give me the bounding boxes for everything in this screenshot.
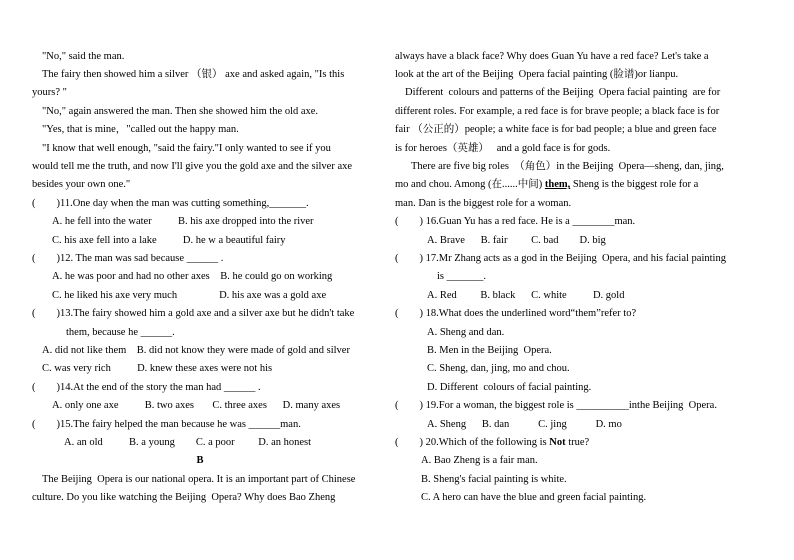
text-line-content: B <box>196 455 204 466</box>
text-line <box>427 381 591 394</box>
text-line-content: A. only one axe B. two axes C. three axes D. many axes <box>52 400 341 411</box>
text-line-content: would tell me the truth, and now I'll give you the gold axe and the silver axe <box>32 161 353 172</box>
text-line <box>395 436 589 449</box>
text-line-content: man. Dan is the biggest role for a woman. <box>395 198 572 209</box>
text-line-tail: true? <box>565 437 590 448</box>
text-line-content: "Yes, that is mine，"called out the happy man. <box>42 124 239 135</box>
text-line <box>395 123 717 136</box>
text-line <box>395 105 719 118</box>
text-line-content: yours? " <box>32 87 67 98</box>
text-line <box>32 418 301 431</box>
text-line-content: ( ) 19.For a woman, the biggest role is __________inthe Beijing Opera. <box>395 400 717 411</box>
text-line-content: ( )12. The man was sad because ______ . <box>32 253 224 264</box>
text-line-content: ( )14.At the end of the story the man had ______ . <box>32 382 261 393</box>
text-line-content: "I know that well enough, "said the fairy."I only wanted to see if you <box>42 143 331 154</box>
text-line <box>32 86 67 99</box>
text-line <box>427 326 504 339</box>
text-line-content: Different colours and patterns of the Beijing Opera facial painting are for <box>405 87 721 98</box>
text-line-content: is for heroes（英雄） and a gold face is for gods. <box>395 143 611 154</box>
text-line-content: A. Sheng B. dan C. jing D. mo <box>427 419 622 430</box>
text-line-content: look at the art of the Beijing Opera facial painting (脸谱)or lianpu. <box>395 69 679 80</box>
text-line-content: A. Bao Zheng is a fair man. <box>421 455 538 466</box>
text-line <box>32 454 368 467</box>
text-line <box>395 68 678 81</box>
text-line-content: B. Men in the Beijing Opera. <box>427 345 552 356</box>
text-line <box>395 50 709 63</box>
text-line-content: ( ) 20.Which of the following is <box>395 437 550 448</box>
text-line <box>42 344 350 357</box>
text-line <box>32 178 130 191</box>
text-line <box>395 142 610 155</box>
text-line-content: culture. Do you like watching the Beijing Opera? Why does Bao Zheng <box>32 492 336 503</box>
text-line-content: There are five big roles （角色）in the Beijing Opera—sheng, dan, jing, <box>411 161 724 172</box>
text-line <box>427 234 606 247</box>
text-line-content: C. Sheng, dan, jing, mo and chou. <box>427 363 570 374</box>
text-line-content: A. did not like them B. did not know they were made of gold and silver <box>42 345 350 356</box>
text-line-content: ( ) 18.What does the underlined word“them”refer to? <box>395 308 637 319</box>
text-line-content: A. he fell into the water B. his axe dropped into the river <box>52 216 314 227</box>
bold-word: Not <box>549 437 566 448</box>
text-line <box>32 252 223 265</box>
text-line-content: ( )13.The fairy showed him a gold axe and a silver axe but he didn't take <box>32 308 355 319</box>
text-line <box>52 234 286 247</box>
text-line-content: The Beijing Opera is our national opera. It is an important part of Chinese <box>42 474 356 485</box>
text-line-content: them, because he ______. <box>66 327 175 338</box>
text-line-content: D. Different colours of facial painting. <box>427 382 592 393</box>
text-line-content: is _______. <box>437 271 487 282</box>
text-line <box>405 86 720 99</box>
text-line <box>52 399 340 412</box>
text-line <box>42 362 272 375</box>
text-line <box>32 381 261 394</box>
text-line <box>395 178 698 191</box>
text-line-content: fair （公正的）people; a white face is for bad people; a blue and green face <box>395 124 717 135</box>
text-line-content: C. his axe fell into a lake D. he w a beautiful fairy <box>52 235 286 246</box>
text-line-content: A. Red B. black C. white D. gold <box>427 290 625 301</box>
text-line <box>32 197 309 210</box>
text-line-content: ( ) 16.Guan Yu has a red face. He is a ________man. <box>395 216 636 227</box>
text-line <box>42 68 344 81</box>
text-line <box>427 289 624 302</box>
text-line <box>42 142 331 155</box>
text-line <box>437 270 486 283</box>
text-line-tail: Sheng is the biggest role for a <box>570 179 699 190</box>
text-line <box>395 197 571 210</box>
text-line <box>64 436 311 449</box>
text-line-content: ( )11.One day when the man was cutting something,_______. <box>32 198 309 209</box>
text-line-content: ( ) 17.Mr Zhang acts as a god in the Beijing Opera, and his facial painting <box>395 253 726 264</box>
text-line <box>52 215 314 228</box>
text-line <box>42 123 239 136</box>
text-line <box>421 491 646 504</box>
text-line-content: different roles. For example, a red face is for brave people; a black face is for <box>395 106 720 117</box>
text-line <box>427 418 622 431</box>
text-line <box>42 50 124 63</box>
underlined-word: them, <box>544 179 571 190</box>
text-line <box>32 160 352 173</box>
text-line <box>52 289 326 302</box>
text-line-content: A. Sheng and dan. <box>427 327 505 338</box>
text-line-content: besides your own one." <box>32 179 131 190</box>
text-line-content: A. an old B. a young C. a poor D. an honest <box>64 437 312 448</box>
text-line-content: mo and chou. Among (在......中间) <box>395 179 545 190</box>
text-line <box>42 473 355 486</box>
text-line-content: A. he was poor and had no other axes B. he could go on working <box>52 271 333 282</box>
text-line <box>32 491 335 504</box>
text-line <box>395 307 636 320</box>
text-line <box>66 326 175 339</box>
text-line-content: "No," said the man. <box>42 51 125 62</box>
text-line <box>395 215 635 228</box>
text-line <box>427 362 570 375</box>
text-line-content: A. Brave B. fair C. bad D. big <box>427 235 606 246</box>
text-line <box>395 252 726 265</box>
text-line-content: B. Sheng's facial painting is white. <box>421 474 567 485</box>
text-line-content: always have a black face? Why does Guan Yu have a red face? Let's take a <box>395 51 709 62</box>
text-line-content: "No," again answered the man. Then she showed him the old axe. <box>42 106 319 117</box>
text-line-content: ( )15.The fairy helped the man because he was ______man. <box>32 419 301 430</box>
text-line-content: C. was very rich D. knew these axes were not his <box>42 363 273 374</box>
text-line <box>421 454 538 467</box>
text-line <box>52 270 332 283</box>
text-line <box>395 399 717 412</box>
text-line <box>32 307 354 320</box>
text-line-content: C. he liked his axe very much D. his axe was a gold axe <box>52 290 327 301</box>
text-line <box>411 160 724 173</box>
text-line <box>421 473 567 486</box>
text-line <box>42 105 318 118</box>
text-line-content: C. A hero can have the blue and green facial painting. <box>421 492 647 503</box>
text-line-content: The fairy then showed him a silver （银） axe and asked again, "Is this <box>42 69 345 80</box>
text-line <box>427 344 552 357</box>
